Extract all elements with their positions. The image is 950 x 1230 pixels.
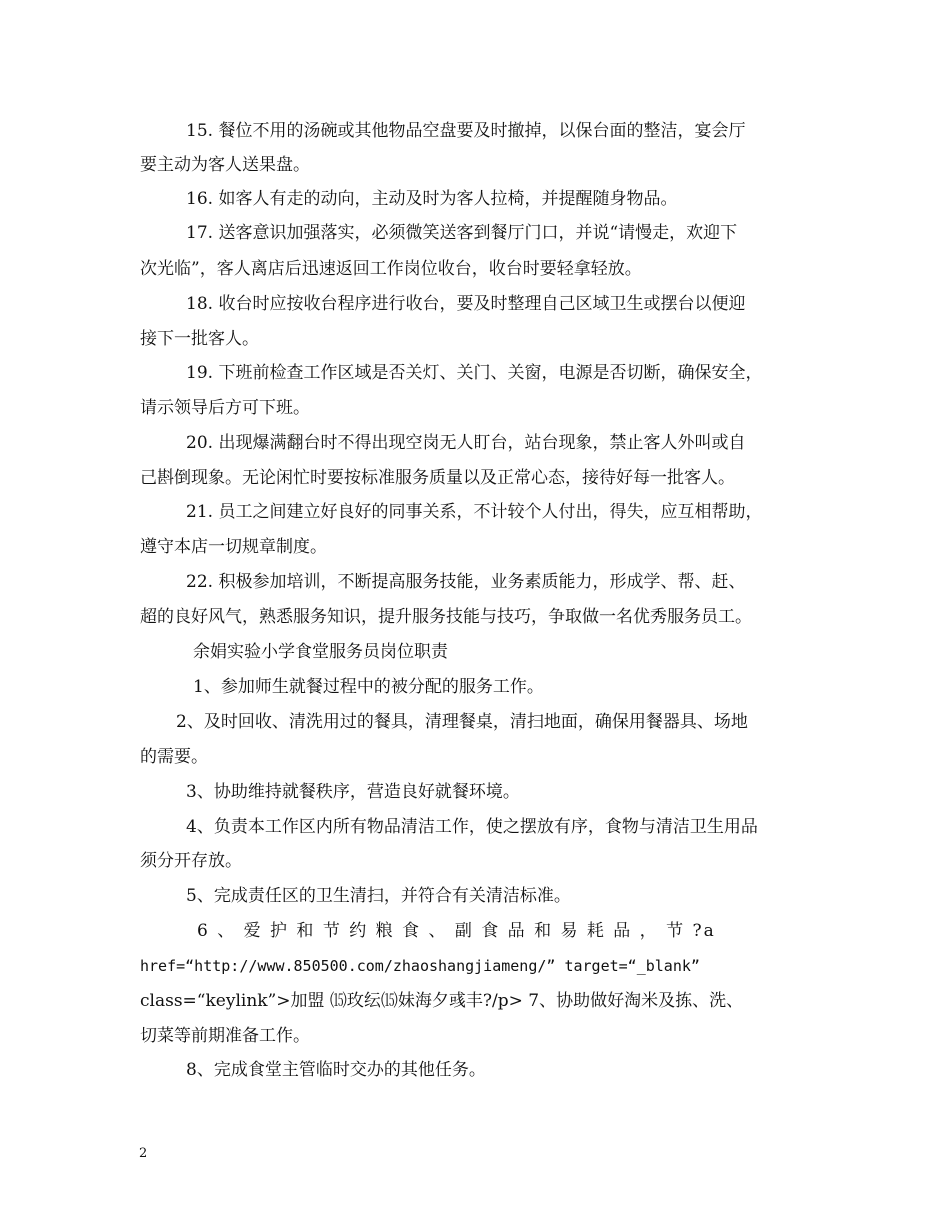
paragraph-line: 5、完成责任区的卫生清扫，并符合有关清洁标准。 — [186, 886, 571, 906]
paragraph-line: 须分开存放。 — [140, 851, 242, 871]
paragraph-line: 16. 如客人有走的动向，主动及时为客人拉椅，并提醒随身物品。 — [186, 189, 678, 209]
paragraph-line: 次光临”，客人离店后迅速返回工作岗位收台，收台时要轻拿轻放。 — [140, 259, 642, 279]
paragraph-line: 要主动为客人送果盘。 — [140, 155, 310, 175]
section-title: 余娟实验小学食堂服务员岗位职责 — [193, 642, 448, 662]
paragraph-line: 接下一批客人。 — [140, 329, 259, 349]
paragraph-line: 6 、 爱 护 和 节 约 粮 食 、 副 食 品 和 易 耗 品 ， 节 ?a — [197, 921, 716, 941]
paragraph-line: 2、及时回收、清洗用过的餐具，清理餐桌，清扫地面，确保用餐器具、场地 — [176, 712, 748, 732]
paragraph-line: 21. 员工之间建立好良好的同事关系，不计较个人付出，得失，应互相帮助， — [186, 502, 763, 522]
paragraph-line: 1、参加师生就餐过程中的被分配的服务工作。 — [193, 677, 544, 697]
paragraph-line: 4、负责本工作区内所有物品清洁工作，使之摆放有序，食物与清洁卫生用品 — [186, 817, 758, 837]
paragraph-line: 己斟倒现象。无论闲忙时要按标准服务质量以及正常心态，接待好每一批客人。 — [140, 468, 735, 488]
page-number: 2 — [139, 1146, 148, 1161]
paragraph-line: 15. 餐位不用的汤碗或其他物品空盘要及时撤掉，以保台面的整洁，宴会厅 — [186, 121, 746, 141]
paragraph-line: 22. 积极参加培训，不断提高服务技能，业务素质能力，形成学、帮、赶、 — [186, 572, 746, 592]
paragraph-line: 切菜等前期准备工作。 — [140, 1026, 310, 1046]
paragraph-line: 8、完成食堂主管临时交办的其他任务。 — [186, 1060, 486, 1080]
paragraph-line: 3、协助维持就餐秩序，营造良好就餐环境。 — [186, 782, 520, 802]
paragraph-line: 20. 出现爆满翻台时不得出现空岗无人盯台，站台现象，禁止客人外叫或自 — [186, 433, 746, 453]
paragraph-line: 的需要。 — [140, 747, 208, 767]
paragraph-line: 遵守本店一切规章制度。 — [140, 537, 327, 557]
paragraph-line: 请示领导后方可下班。 — [140, 398, 310, 418]
paragraph-line: 18. 收台时应按收台程序进行收台，要及时整理自己区域卫生或摆台以便迎 — [186, 294, 746, 314]
paragraph-line: class=“keylink”>加盟 ⒂玫纭⒂妹海夕彧丰?/p> 7、协助做好淘米及拣、洗、 — [140, 991, 744, 1011]
raw-html-line: href=“http://www.850500.com/zhaoshangjiameng/” target=“_blank” — [140, 957, 700, 975]
paragraph-line: 19. 下班前检查工作区域是否关灯、关门、关窗，电源是否切断，确保安全， — [186, 363, 763, 383]
paragraph-line: 超的良好风气，熟悉服务知识，提升服务技能与技巧，争取做一名优秀服务员工。 — [140, 607, 752, 627]
paragraph-line: 17. 送客意识加强落实，必须微笑送客到餐厅门口，并说“请慢走，欢迎下 — [186, 223, 738, 243]
